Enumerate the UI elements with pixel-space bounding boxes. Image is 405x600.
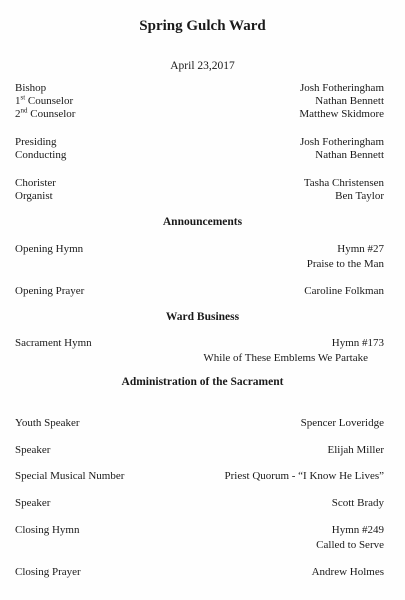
second-counselor-label: 2nd Counselor <box>15 106 76 120</box>
sacrament-hymn-title: While of These Emblems We Partake <box>203 352 368 364</box>
opening-prayer-name: Caroline Folkman <box>304 285 384 297</box>
chorister-name: Tasha Christensen <box>303 177 384 189</box>
speaker-name-1: Elijah Miller <box>327 444 384 456</box>
opening-hymn-label: Opening Hymn <box>15 243 84 255</box>
bishop-name: Josh Fotheringham <box>299 82 384 94</box>
speaker-label-2: Speaker <box>15 497 51 509</box>
closing-hymn-label: Closing Hymn <box>15 524 80 536</box>
sacrament-hymn-label: Sacrament Hymn <box>15 337 92 349</box>
presiding-name: Josh Fotheringham <box>299 136 384 148</box>
conducting-label: Conducting <box>15 149 67 161</box>
closing-hymn-number: Hymn #249 <box>331 524 384 536</box>
second-counselor-name: Matthew Skidmore <box>299 108 384 120</box>
closing-hymn-title: Called to Serve <box>316 539 384 551</box>
opening-prayer-label: Opening Prayer <box>15 285 85 297</box>
announcements-heading: Announcements <box>162 216 243 228</box>
youth-speaker-label: Youth Speaker <box>15 417 80 429</box>
presiding-label: Presiding <box>15 136 57 148</box>
conducting-name: Nathan Bennett <box>315 149 384 161</box>
first-counselor-label: 1st Counselor <box>15 93 74 107</box>
special-music-label: Special Musical Number <box>15 470 125 482</box>
chorister-label: Chorister <box>15 177 56 189</box>
program-date: April 23,2017 <box>170 60 235 72</box>
closing-prayer-name: Andrew Holmes <box>311 566 384 578</box>
sacrament-hymn-number: Hymn #173 <box>331 337 384 349</box>
youth-speaker-name: Spencer Loveridge <box>300 417 384 429</box>
first-counselor-name: Nathan Bennett <box>315 95 384 107</box>
organist-name: Ben Taylor <box>335 190 384 202</box>
special-music-value: Priest Quorum - “I Know He Lives” <box>224 470 384 482</box>
sacrament-heading: Administration of the Sacrament <box>121 376 284 388</box>
speaker-label-1: Speaker <box>15 444 51 456</box>
opening-hymn-title: Praise to the Man <box>306 258 384 270</box>
opening-hymn-number: Hymn #27 <box>337 243 384 255</box>
bishop-label: Bishop <box>15 82 47 94</box>
closing-prayer-label: Closing Prayer <box>15 566 81 578</box>
speaker-name-2: Scott Brady <box>331 497 384 509</box>
organist-label: Organist <box>15 190 53 202</box>
page-title: Spring Gulch Ward <box>139 18 266 34</box>
ward-business-heading: Ward Business <box>165 311 240 323</box>
